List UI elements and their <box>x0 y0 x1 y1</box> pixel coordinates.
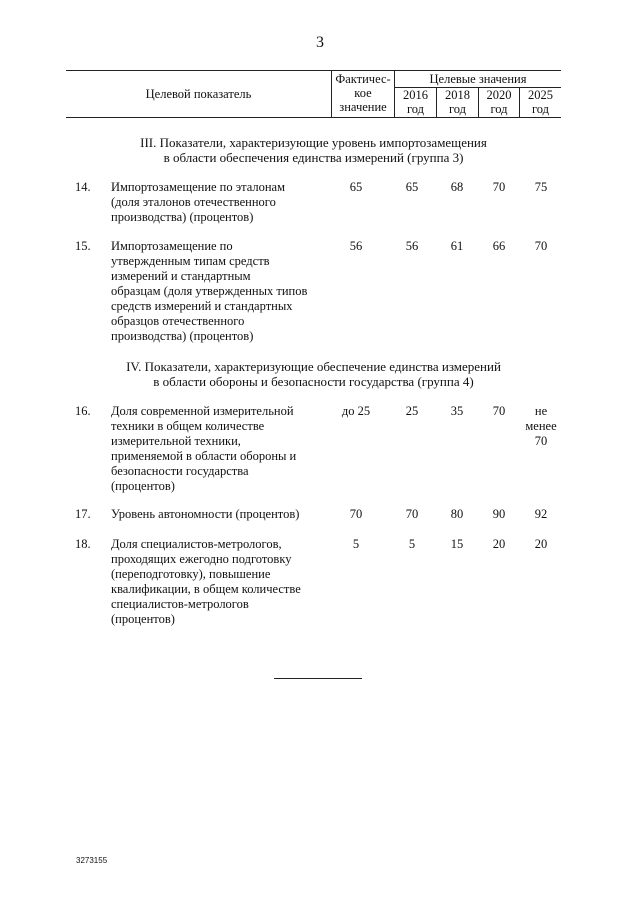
row-number: 15. <box>75 239 91 253</box>
row-description: Импортозамещение по утвержденным типам средств измерений и стандартным образцам (доля утвержденных типов средств измерений и стандартных образцов отечественного производства) (процентов) <box>111 239 308 343</box>
value-2018: 68 <box>450 180 464 194</box>
row-number: 16. <box>75 404 91 418</box>
header-top-rule <box>66 70 561 71</box>
value-2018: 80 <box>450 507 464 521</box>
value-2018: 35 <box>450 404 464 418</box>
value-2020: 66 <box>492 239 506 253</box>
value-2018: 61 <box>450 239 464 253</box>
value-actual: 65 <box>349 180 363 194</box>
document-code: 3273155 <box>76 856 108 865</box>
value-2020: 70 <box>492 404 506 418</box>
header-bottom-rule <box>66 117 561 118</box>
header-year-2016: 2016 год <box>403 88 428 116</box>
value-2025: 75 <box>534 180 548 194</box>
header-year-2018: 2018 год <box>445 88 470 116</box>
value-2020: 70 <box>492 180 506 194</box>
row-description: Импортозамещение по эталонам (доля эталонов отечественного производства) (процентов) <box>111 180 286 224</box>
value-actual: до 25 <box>341 404 371 418</box>
row-description: Уровень автономности (процентов) <box>111 507 300 521</box>
value-2016: 65 <box>405 180 419 194</box>
value-2025: не менее 70 <box>525 404 557 448</box>
value-actual: 70 <box>349 507 363 521</box>
value-2016: 70 <box>405 507 419 521</box>
value-2025: 70 <box>534 239 548 253</box>
end-of-document-rule <box>274 678 362 679</box>
row-number: 18. <box>75 537 91 551</box>
row-description: Доля специалистов-метрологов, проходящих ежегодно подготовку (переподготовку), повышение квалификации, в общем количестве специалистов-метрологов (процентов) <box>111 537 301 626</box>
row-number: 17. <box>75 507 91 521</box>
value-2020: 20 <box>492 537 506 551</box>
value-2025: 20 <box>534 537 548 551</box>
value-actual: 5 <box>352 537 360 551</box>
row-number: 14. <box>75 180 91 194</box>
value-2016: 56 <box>405 239 419 253</box>
value-2016: 25 <box>405 404 419 418</box>
header-year-2020: 2020 год <box>486 88 512 116</box>
value-2016: 5 <box>408 537 416 551</box>
value-2018: 15 <box>450 537 464 551</box>
header-year-2025: 2025 год <box>528 88 553 116</box>
value-2020: 90 <box>492 507 506 521</box>
table-header <box>66 70 561 118</box>
header-actual: Фактичес- кое значение <box>335 72 391 114</box>
section-title-group-3: III. Показатели, характеризующие уровень импортозамещения в области обеспечения единства измерений (группа 3) <box>140 135 487 165</box>
value-2025: 92 <box>534 507 548 521</box>
value-actual: 56 <box>349 239 363 253</box>
header-indicator: Целевой показатель <box>145 87 252 101</box>
page-number: 3 <box>316 34 324 51</box>
row-description: Доля современной измерительной техники в общем количестве измерительной техники, применяемой в области обороны и безопасности государства (процентов) <box>111 404 297 493</box>
header-targets: Целевые значения <box>429 72 527 86</box>
section-title-group-4: IV. Показатели, характеризующие обеспечение единства измерений в области обороны и безопасности государства (группа 4) <box>126 359 501 389</box>
